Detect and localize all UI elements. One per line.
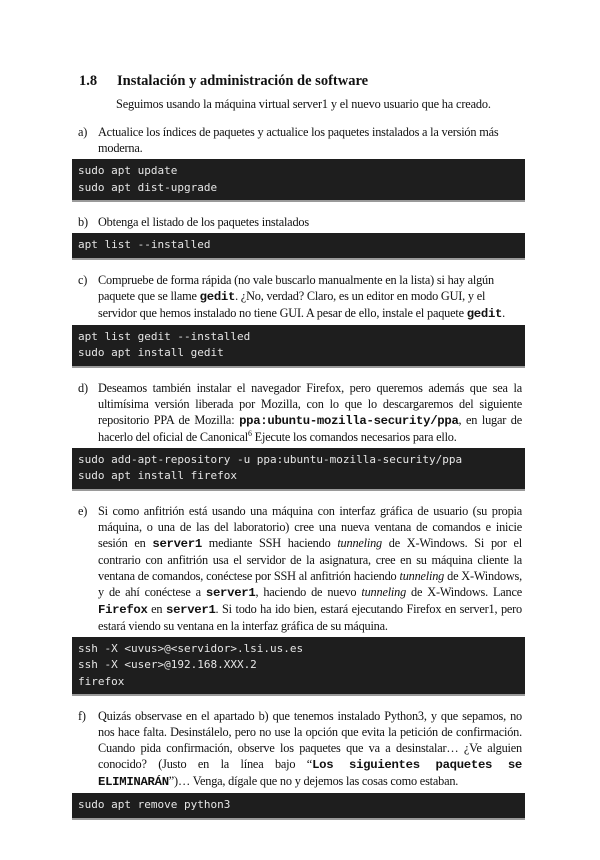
item-label: d) bbox=[78, 380, 88, 395]
item-text bbox=[98, 272, 522, 322]
code-block bbox=[72, 233, 525, 260]
text-segment: Deseamos también instalar el navegador Firefox, pero queremos además que sea la ultimísima versión liberada por Mozilla, con lo que lo descargaremos del siguiente repositorio PPA de Mozilla: bbox=[98, 380, 522, 427]
item-text bbox=[98, 214, 522, 230]
inline-code: server1 bbox=[165, 602, 216, 617]
list-item bbox=[78, 272, 522, 322]
text-segment: Actualice los índices de paquetes y actualice los paquetes instalados a la versión más moderna. bbox=[98, 125, 499, 155]
item-label: e) bbox=[78, 503, 88, 518]
list-item bbox=[78, 708, 522, 790]
text-segment: de X-Windows. Si por el contrario con anfitrión usa el servidor de la asignatura, cree en su máquina cliente la ventana de comandos, conéctese por SSH al anfitrión haciendo bbox=[98, 535, 523, 583]
text-segment: Compruebe de forma rápida (no vale buscarlo manualmente en la lista) si hay algún paquete que se llame bbox=[98, 272, 494, 303]
code-line: sudo apt install firefox bbox=[78, 469, 237, 482]
item-text bbox=[98, 124, 522, 156]
item-label: a) bbox=[78, 125, 88, 139]
text-segment: Obtenga el listado de los paquetes instalados bbox=[98, 215, 309, 229]
item-label: c) bbox=[78, 272, 88, 287]
text-segment: mediante SSH haciendo bbox=[201, 535, 338, 550]
code-block bbox=[72, 159, 525, 202]
inline-code: server1 bbox=[205, 585, 256, 600]
item-list bbox=[72, 124, 525, 820]
item-text bbox=[98, 380, 522, 445]
text-segment: de X-Windows. Lance bbox=[406, 584, 522, 599]
text-segment: en bbox=[147, 601, 166, 616]
section-heading bbox=[79, 72, 525, 90]
text-segment: . bbox=[502, 305, 505, 320]
code-line: sudo apt remove python3 bbox=[78, 798, 231, 811]
text-segment: . ¿No, verdad? Claro, es un editor en modo GUI, y el servidor que hemos instalado no tiene GUI. A pesar de ello, instale el paquete bbox=[98, 288, 486, 320]
inline-code: server1 bbox=[152, 536, 202, 551]
code-line: apt list --installed bbox=[78, 238, 211, 251]
text-segment: Si como anfitrión está usando una máquina con interfaz gráfica de usuario (su propia máquina, o una de las del laboratorio) cree una nueva ventana de comandos e inicie sesión en bbox=[98, 503, 522, 550]
section-number: 1.8 bbox=[79, 73, 98, 89]
code-block bbox=[72, 637, 525, 697]
list-item bbox=[78, 124, 522, 156]
code-line: ssh -X <user>@192.168.XXX.2 bbox=[78, 658, 257, 671]
code-line: firefox bbox=[78, 674, 125, 688]
item-label: f) bbox=[78, 709, 86, 723]
inline-code: gedit bbox=[199, 289, 236, 304]
text-segment: Ejecute los comandos necesarios para ello. bbox=[251, 429, 457, 444]
code-block bbox=[72, 448, 525, 491]
footnote-ref: 6 bbox=[247, 428, 252, 438]
intro-paragraph: Seguimos usando la máquina virtual server1 y el nuevo usuario que ha creado. bbox=[116, 97, 491, 111]
item-text bbox=[98, 503, 522, 634]
text-segment: tunneling bbox=[337, 535, 382, 550]
text-segment: . Si todo ha ido bien, estará ejecutando Firefox en server1, pero estará viendo su ventana en la interfaz gráfica de su máquina. bbox=[98, 601, 522, 633]
text-segment: , haciendo de nuevo bbox=[255, 584, 362, 599]
code-line: apt list gedit --installed bbox=[78, 329, 251, 343]
text-segment: Quizás observase en el apartado b) que tenemos instalado Python3, y que sepamos, no nos hace falta. Desinstálelo, pero no use la opción que evita la petición de confirmación. Cuando pida confirmación, observe los paquetes que va a desinstalar… ¿Ve alguien conocido? (Justo en la línea bajo “ bbox=[98, 709, 522, 771]
text-segment: de X-Windows, y de ahí conéctese a bbox=[98, 568, 522, 599]
text-segment: tunneling bbox=[399, 568, 445, 583]
item-text bbox=[98, 708, 522, 790]
inline-code: Los siguientes paquetes se ELIMINARÁN bbox=[98, 758, 522, 789]
section-title: Instalación y administración de software bbox=[117, 73, 369, 89]
inline-code: ppa:ubuntu-mozilla-security/ppa bbox=[239, 413, 459, 428]
item-label: b) bbox=[78, 215, 88, 229]
text-segment: , en lugar de hacerlo del oficial de Canonical bbox=[98, 412, 522, 444]
code-line: sudo apt update bbox=[78, 164, 178, 177]
list-item bbox=[78, 214, 522, 230]
inline-code: gedit bbox=[466, 306, 503, 321]
code-block bbox=[72, 793, 525, 820]
list-item bbox=[78, 380, 522, 445]
list-item bbox=[78, 503, 522, 634]
code-line: sudo add-apt-repository -u ppa:ubuntu-mozilla-security/ppa bbox=[78, 452, 463, 466]
code-line: ssh -X <uvus>@<servidor>.lsi.us.es bbox=[78, 641, 304, 655]
code-line: sudo apt dist-upgrade bbox=[78, 180, 218, 194]
text-segment: ”)… Venga, dígale que no y dejemos las cosas como estaban. bbox=[168, 774, 459, 788]
text-segment: tunneling bbox=[361, 584, 407, 599]
code-line: sudo apt install gedit bbox=[78, 346, 224, 359]
code-block bbox=[72, 325, 525, 368]
inline-code: Firefox bbox=[98, 602, 148, 617]
